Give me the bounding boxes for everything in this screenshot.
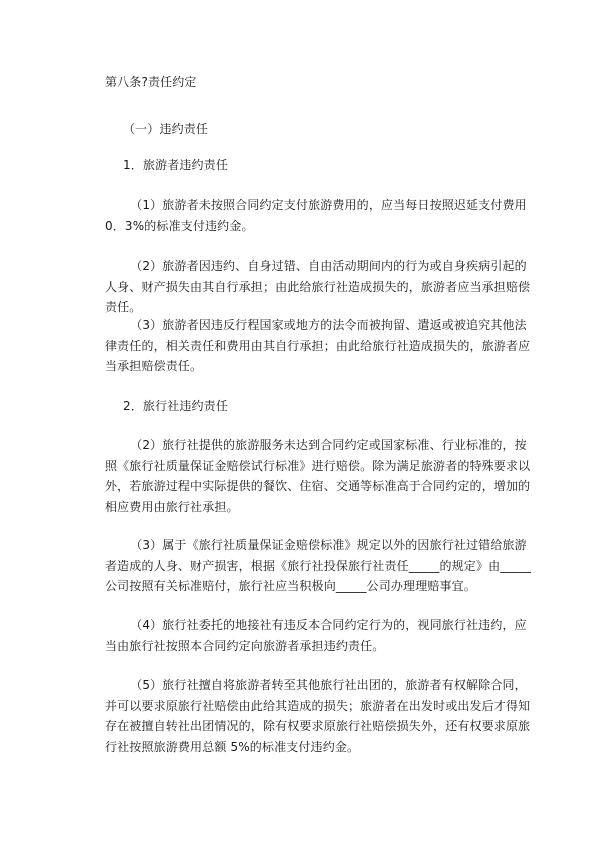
section-heading-breach-liability: （一）违约责任 bbox=[123, 122, 209, 136]
paragraph-tourist-law-violation: （3）旅游者因违反行程国家或地方的法令而被拘留、遣返或被追究其他法律责任的，相关责任和费用由其自行承担；由此给旅行社造成损失的，旅游者应当承担赔偿责任。 bbox=[105, 318, 531, 373]
subsection-heading-tourist-breach: 1．旅游者违约责任 bbox=[123, 158, 228, 172]
paragraph-agency-liability-insurance: （3）属于《旅行社质量保证金赔偿标准》规定以外的因旅行社过错给旅游者造成的人身、财产损害，根据《旅行社投保旅行社责任_____的规定》由_____公司按照有关标准赔付，旅行社应当积极向_____公司办理理赔事宜。 bbox=[105, 538, 532, 593]
paragraph-local-agency-breach: （4）旅行社委托的地接社有违反本合同约定行为的，视同旅行社违约，应当由旅行社按照本合同约定向旅游者承担违约责任。 bbox=[105, 618, 527, 653]
subsection-heading-agency-breach: 2．旅行社违约责任 bbox=[123, 399, 228, 413]
paragraph-agency-service-standard: （2）旅行社提供的旅游服务未达到合同约定或国家标准、行业标准的，按照《旅行社质量保证金赔偿试行标准》进行赔偿。除为满足旅游者的特殊要求以外，若旅游过程中实际提供的餐饮、住宿、交通等标准高于合同约定的，增加的相应费用由旅行社承担。 bbox=[105, 438, 531, 514]
article-heading: 第八条?责任约定 bbox=[105, 75, 197, 89]
paragraph-unauthorized-transfer: （5）旅行社擅自将旅游者转至其他旅行社出团的，旅游者有权解除合同，并可以要求原旅行社赔偿由此给其造成的损失；旅游者在出发时或出发后才得知存在被擅自转社出团情况的，除有权要求原旅行社赔偿损失外，还有权要求原旅行社按照旅游费用总额 5%的标准支付违约金。 bbox=[105, 678, 531, 754]
paragraph-tourist-own-fault: （2）旅游者因违约、自身过错、自由活动期间内的行为或自身疾病引起的人身、财产损失由其自行承担；由此给旅行社造成损失的，旅游者应当承担赔偿责任。 bbox=[105, 259, 531, 314]
paragraph-tourist-late-payment: （1）旅游者未按照合同约定支付旅游费用的，应当每日按照迟延支付费用 0．3%的标准支付违约金。 bbox=[105, 198, 527, 233]
